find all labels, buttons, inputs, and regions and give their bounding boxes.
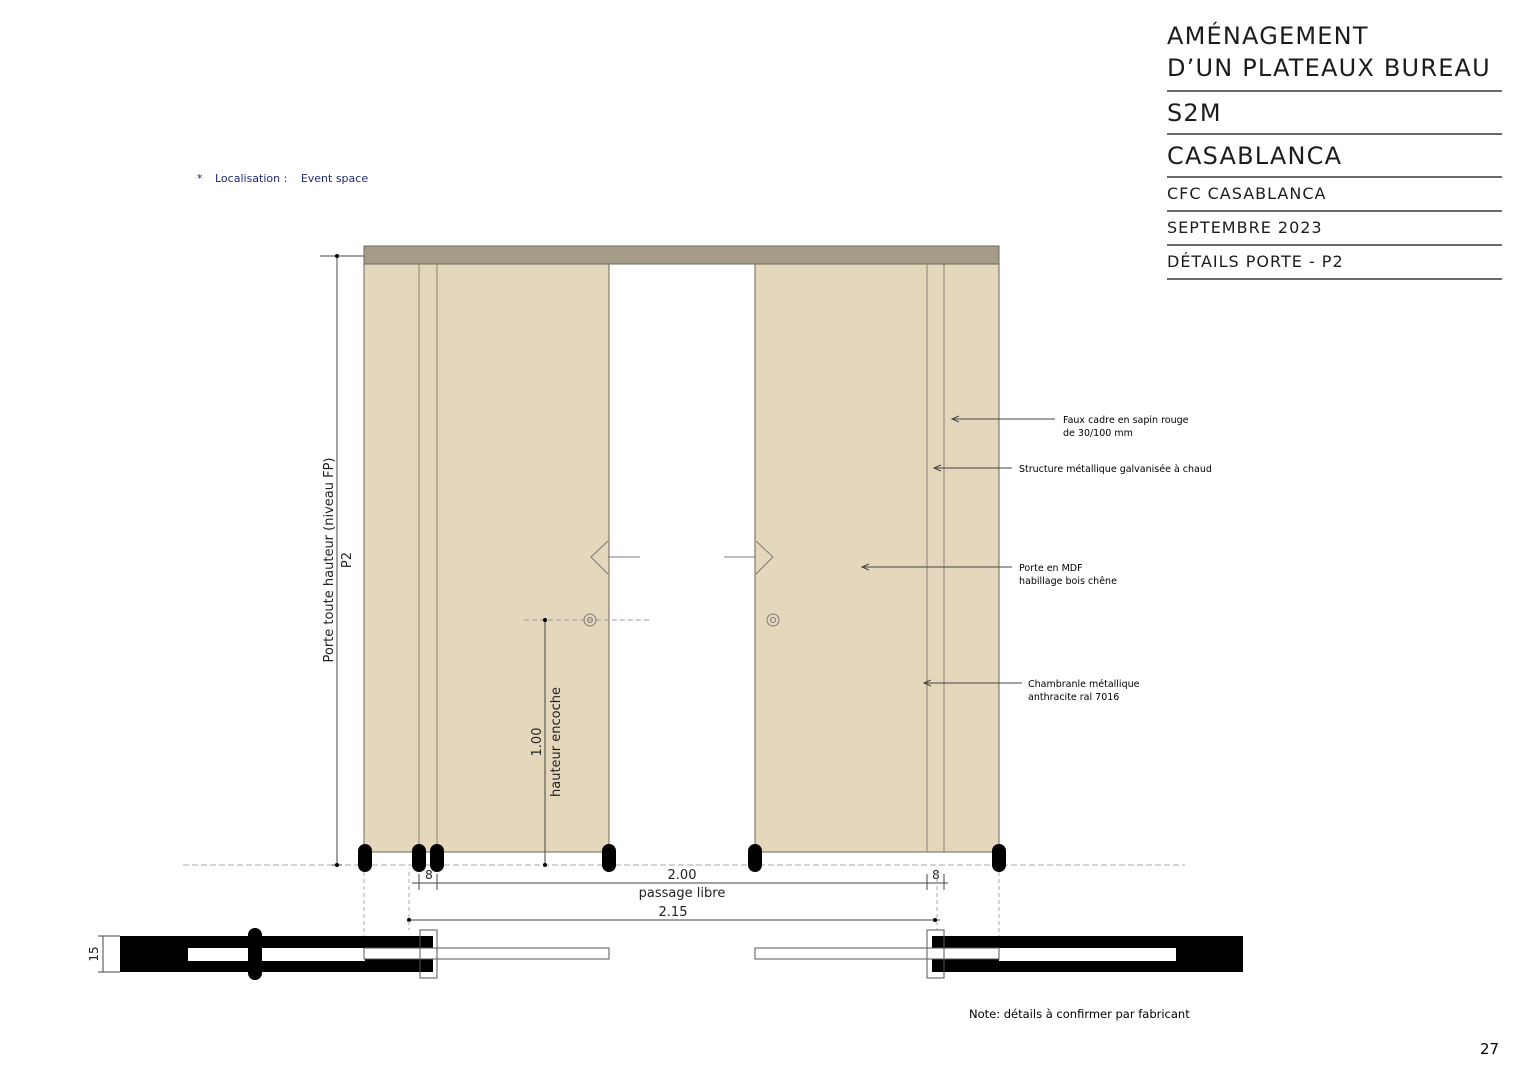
total-dim-tick-right (933, 918, 937, 922)
wall-thickness-dimension (98, 936, 120, 972)
annotation-structure: Structure métallique galvanisée à chaud (1019, 464, 1212, 475)
height-dim-tick-bottom (335, 863, 339, 867)
right-wall-section (755, 930, 1243, 978)
wall-thickness-value: 15 (87, 946, 101, 962)
handle-dim-tick-top (543, 618, 547, 622)
project-title-line-2: D’UN PLATEAUX BUREAU (1167, 54, 1491, 82)
right-door-leaf (755, 264, 999, 852)
client-name: S2M (1167, 92, 1502, 135)
annotation-faux-cadre-line2: de 30/100 mm (1063, 428, 1133, 439)
localisation-label: Localisation : (215, 172, 288, 185)
annotation-chambranle-line1: Chambranle métallique (1028, 679, 1140, 690)
passage-value: 2.00 (667, 868, 697, 883)
height-dim-tick-top (335, 254, 339, 258)
frame-right-dim: 8 (932, 868, 940, 882)
localisation-bullet: * (197, 172, 203, 185)
manufacturer-note: Note: détails à confirmer par fabricant (969, 1007, 1190, 1021)
annotation-porte-line2: habillage bois chêne (1019, 576, 1117, 587)
annotation-faux-cadre-line1: Faux cadre en sapin rouge (1063, 415, 1189, 426)
page-number: 27 (1480, 1040, 1500, 1058)
annotation-chambranle-line2: anthracite ral 7016 (1028, 692, 1120, 703)
total-width-value: 2.15 (658, 905, 688, 920)
site-name: CFC CASABLANCA (1167, 178, 1502, 212)
project-date: SEPTEMBRE 2023 (1167, 212, 1502, 246)
project-title-line-1: AMÉNAGEMENT (1167, 22, 1369, 50)
localisation-value: Event space (300, 172, 369, 185)
sheet-title: DÉTAILS PORTE - P2 (1167, 246, 1502, 280)
height-label-main: Porte toute hauteur (niveau FP) (322, 457, 337, 663)
header-beam (364, 246, 999, 264)
left-door-leaf (364, 264, 609, 852)
handle-dim-tick-bottom (543, 863, 547, 867)
handle-height-value: 1.00 (530, 727, 545, 757)
city-name: CASABLANCA (1167, 135, 1502, 178)
handle-height-label: hauteur encoche (549, 687, 564, 797)
annotation-porte-line1: Porte en MDF (1019, 563, 1083, 574)
passage-label: passage libre (638, 886, 726, 901)
height-label-code: P2 (340, 551, 355, 569)
frame-left-dim: 8 (425, 868, 433, 882)
